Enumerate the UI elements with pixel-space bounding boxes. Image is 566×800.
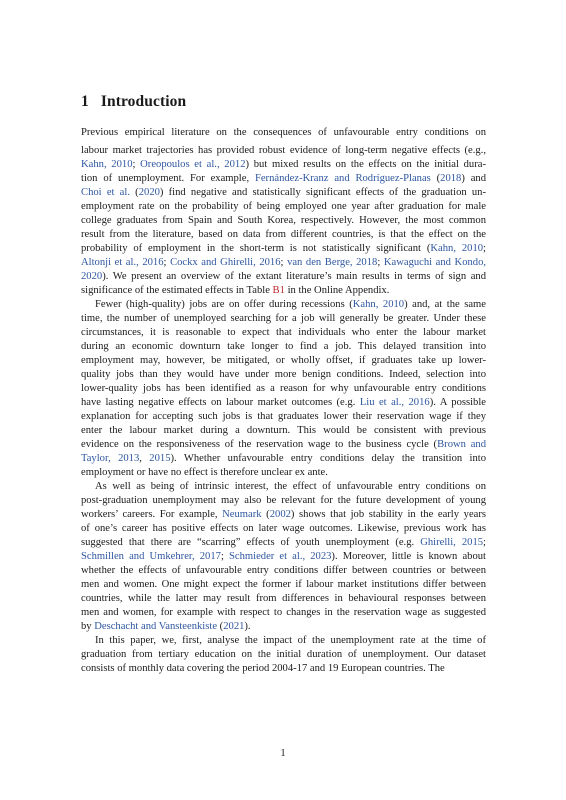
text-span: significance of the estimated effects in Table [81,285,273,296]
text-line [81,158,486,172]
text-line [81,424,486,438]
text-line [81,382,486,396]
text-span: Fewer (high-quality) jobs are on offer during recessions ( [95,299,353,310]
text-line [95,298,486,312]
citation-link[interactable]: Liu et al., 2016 [359,397,430,408]
text-span: ). We present an overview of the extant literature’s main results in terms of sign and [102,271,486,282]
citation-link[interactable]: Kahn, 2010 [81,159,133,170]
text-span: result from the literature, based on data from different countries, is that the effect on the [81,229,486,240]
text-span: have lasting negative effects on labour market outcomes (e.g. [81,397,360,408]
text-line [81,438,486,452]
section-number: 1 [81,93,89,110]
text-span: time, the number of unemployed searching for a job will generally be greater. Under these [81,313,486,324]
text-line [81,172,486,186]
text-line [81,256,486,270]
citation-link[interactable]: Choi et al. [81,187,130,198]
text-span: ; [377,257,384,268]
text-line [81,578,486,592]
text-span: whether the effects of unfavourable entry conditions differ between countries or between [81,565,486,576]
text-line [81,564,486,578]
text-span: ) but mixed results on the effects on the initial dura- [245,159,486,170]
text-span: consists of monthly data covering the period 2004-17 and 19 European countries. The [81,663,445,674]
text-span: ( [217,621,224,632]
text-span: probability of employment in the short-term is not statistically significant ( [81,243,431,254]
table-ref-link[interactable]: B1 [272,285,285,296]
text-span: ). A possible [429,397,486,408]
text-line [81,452,486,466]
text-span: ). Whether unfavourable entry conditions delay the transition into [170,453,487,464]
text-line [95,480,486,494]
text-span: countries, while the latter may result from differences in behavioural responses between [81,593,486,604]
text-line [81,200,486,214]
citation-link[interactable]: Altonji et al., 2016 [81,257,164,268]
text-span: ). Moreover, little is known about [331,551,486,562]
citation-link[interactable]: Schmillen and Umkehrer, 2017 [81,551,221,562]
text-span: men and women, for example with respect to changes in the reservation wage as suggested [81,607,486,618]
citation-link[interactable]: Ghirelli, 2015 [420,537,484,548]
citation-link[interactable]: 2020 [81,271,103,282]
text-span: Previous empirical literature on the consequences of unfavourable entry conditions on [81,127,486,138]
text-line [81,410,486,424]
citation-link[interactable]: Kahn, 2010 [352,299,405,310]
citation-link[interactable]: Kahn, 2010 [430,243,484,254]
text-line [81,522,486,536]
text-line [81,662,486,676]
text-span: ) shows that job stability in the early years [290,509,486,520]
text-span: ; [483,537,486,548]
text-line [81,340,486,354]
citation-link[interactable]: Schmieder et al., 2023 [229,551,332,562]
text-span: ; [280,257,288,268]
citation-link[interactable]: Kawaguchi and Kondo, [383,257,487,268]
text-span: labour market trajectories has provided robust evidence of long-term negative effects (e.g., [81,145,486,156]
text-span: ( [129,187,139,198]
text-span: ; [163,257,171,268]
section-heading [81,93,186,111]
text-span: ) find negative and statistically significant effects of the graduation un- [159,187,486,198]
text-span: ( [261,509,270,520]
text-line [81,592,486,606]
text-line [81,620,486,634]
text-span: employment may, however, be mitigated, or wholly offset, if graduates take up lower- [81,355,486,366]
citation-link[interactable]: Fernández-Kranz and Rodríguez-Planas [254,173,431,184]
text-span: of one’s career has positive effects on later wage outcomes. Likewise, previous work has [81,523,486,534]
text-span: ; [220,551,230,562]
citation-link[interactable]: 2015 [149,453,171,464]
text-span: graduation from tertiary education on the initial duration of unemployment. Our dataset [81,649,486,660]
text-span: enter the labour market during a downturn. This would be consistent with previous [81,425,486,436]
text-span: , [139,453,150,464]
text-line [81,144,486,158]
text-line [81,606,486,620]
text-line [81,284,486,298]
text-line [81,228,486,242]
page-number: 1 [280,748,286,759]
text-line [81,508,486,522]
citation-link[interactable]: 2018 [440,173,462,184]
text-span: quality jobs than they would have under more benign conditions. Indeed, selection into [81,369,486,380]
text-span: post-graduation unemployment may also be relevant for the future development of young [81,495,486,506]
text-line [81,396,486,410]
text-line [81,466,486,480]
text-line [81,186,486,200]
citation-link[interactable]: 2021 [223,621,245,632]
text-span: by [81,621,95,632]
text-span: ). [244,621,251,632]
text-span: in the Online Appendix. [284,285,390,296]
citation-link[interactable]: Brown and [437,439,486,450]
citation-link[interactable]: van den Berge, 2018 [287,257,378,268]
text-line [81,494,486,508]
text-line [81,368,486,382]
citation-link[interactable]: Taylor, 2013 [81,453,140,464]
text-span: college graduates from Spain and South Korea, respectively. However, the most common [81,215,486,226]
section-title-text: Introduction [100,93,187,110]
text-span: lower-quality jobs has been identified as a reason for why unfavourable entry conditions [81,383,486,394]
text-line [81,354,486,368]
citation-link[interactable]: 2020 [138,187,160,198]
text-span: ; [483,243,486,254]
text-line [81,648,486,662]
text-line [81,242,486,256]
text-span: circumstances, it is reasonable to expect that individuals who enter the labour market [81,327,486,338]
text-span: during an economic downturn take longer to find a job. This delayed transition into [81,341,486,352]
text-span: ) and [461,173,486,184]
citation-link[interactable]: Oreopoulos et al., 2012 [140,159,246,170]
text-line [81,550,486,564]
text-span: explanation for accepting such jobs is that graduates lower their reservation wage if they [81,411,486,422]
text-line [95,634,486,648]
citation-link[interactable]: 2002 [269,509,291,520]
text-span: tion of unemployment. For example, [81,173,255,184]
text-span: employment rate on the probability of being employed one year after graduation for male [81,201,486,212]
text-line [81,126,486,140]
text-span: In this paper, we, first, analyse the impact of the unemployment rate at the time of [95,635,486,646]
text-line [81,536,486,550]
citation-link[interactable]: Deschacht and Vansteenkiste [94,621,218,632]
text-line [81,270,486,284]
citation-link[interactable]: Neumark [222,509,262,520]
text-span: employment or have no effect is therefore unclear ex ante. [81,467,328,478]
text-line [81,312,486,326]
text-span: suggested that there are “scarring” effects of youth unemployment (e.g. [81,537,421,548]
text-span: ; [132,159,141,170]
text-line [81,326,486,340]
text-span: As well as being of intrinsic interest, the effect of unfavourable entry conditions on [95,481,486,492]
text-span: evidence on the responsiveness of the reservation wage to the business cycle ( [81,439,438,450]
text-span: ( [430,173,441,184]
text-span: workers’ careers. For example, [81,509,223,520]
citation-link[interactable]: Cockx and Ghirelli, 2016 [170,257,281,268]
text-span: men and women. One might expect the former if labour market institutions differ between [81,579,486,590]
text-line [81,214,486,228]
text-span: ) and, at the same [404,299,486,310]
